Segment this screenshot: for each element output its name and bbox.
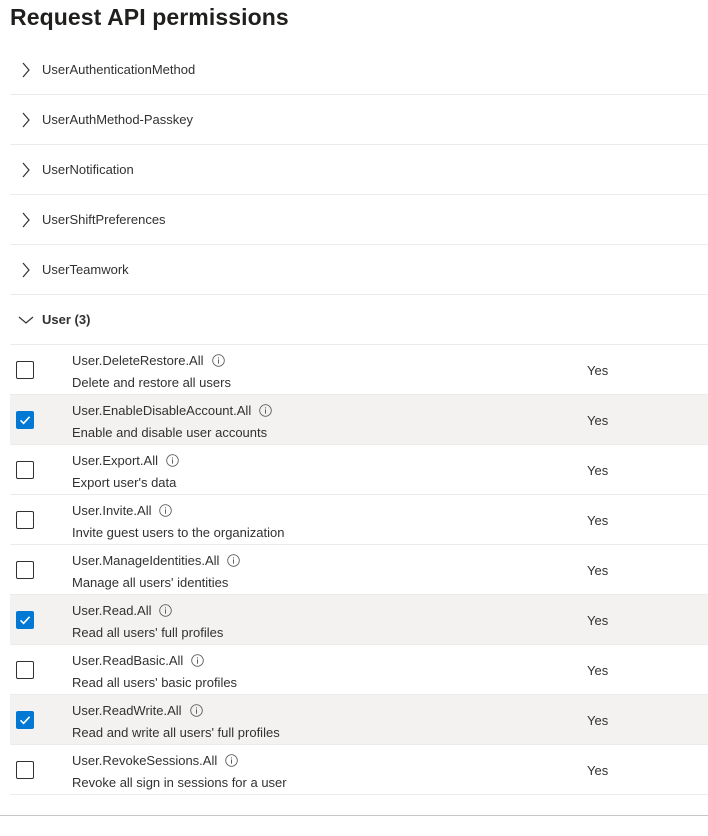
group-row-userauthmethod-passkey[interactable] bbox=[10, 95, 708, 145]
permission-row[interactable] bbox=[10, 695, 708, 745]
group-label: UserNotification bbox=[42, 162, 134, 177]
permission-checkbox[interactable] bbox=[16, 761, 34, 779]
permission-row[interactable] bbox=[10, 495, 708, 545]
group-label: UserTeamwork bbox=[42, 262, 129, 277]
admin-consent-required: Yes bbox=[587, 763, 609, 778]
bottom-divider bbox=[0, 815, 708, 816]
group-label: User (3) bbox=[42, 312, 91, 327]
chevron-right-icon bbox=[10, 245, 42, 295]
group-label: UserAuthMethod-Passkey bbox=[42, 112, 194, 127]
chevron-right-icon bbox=[10, 95, 42, 145]
permission-description: Delete and restore all users bbox=[72, 375, 231, 390]
permission-checkbox[interactable] bbox=[16, 361, 34, 379]
permission-row[interactable] bbox=[10, 545, 708, 595]
chevron-right-icon bbox=[10, 145, 42, 195]
permission-name-text: User.RevokeSessions.All bbox=[72, 753, 218, 768]
admin-consent-required: Yes bbox=[587, 463, 609, 478]
info-icon[interactable] bbox=[190, 704, 203, 717]
permission-description: Invite guest users to the organization bbox=[72, 525, 285, 540]
permission-checkbox[interactable] bbox=[16, 511, 34, 529]
permission-name-text: User.Read.All bbox=[72, 603, 152, 618]
permission-list bbox=[10, 45, 708, 795]
info-icon[interactable] bbox=[191, 654, 204, 667]
admin-consent-required: Yes bbox=[587, 663, 609, 678]
permission-checkbox[interactable] bbox=[16, 611, 34, 629]
permission-row[interactable] bbox=[10, 645, 708, 695]
group-row-userteamwork[interactable] bbox=[10, 245, 708, 295]
chevron-down-icon bbox=[10, 295, 42, 345]
group-label: UserAuthenticationMethod bbox=[42, 62, 196, 77]
permission-checkbox[interactable] bbox=[16, 411, 34, 429]
admin-consent-required: Yes bbox=[587, 363, 609, 378]
permission-name bbox=[72, 703, 203, 718]
permission-row[interactable] bbox=[10, 745, 708, 795]
info-icon[interactable] bbox=[227, 554, 240, 567]
info-icon[interactable] bbox=[159, 604, 172, 617]
permission-name-text: User.Invite.All bbox=[72, 503, 152, 518]
admin-consent-required: Yes bbox=[587, 613, 609, 628]
permission-checkbox[interactable] bbox=[16, 561, 34, 579]
permission-description: Read all users' basic profiles bbox=[72, 675, 238, 690]
group-row-user-expanded[interactable] bbox=[10, 295, 708, 345]
permission-description: Manage all users' identities bbox=[72, 575, 229, 590]
permission-name-text: User.ReadBasic.All bbox=[72, 653, 184, 668]
permission-row[interactable] bbox=[10, 395, 708, 445]
checkmark-icon bbox=[18, 713, 32, 727]
permission-name bbox=[72, 503, 172, 518]
permission-name bbox=[72, 403, 272, 418]
info-icon[interactable] bbox=[212, 354, 225, 367]
permission-name bbox=[72, 453, 179, 468]
permission-description: Export user's data bbox=[72, 475, 177, 490]
group-row-usernotification[interactable] bbox=[10, 145, 708, 195]
permission-name-text: User.ReadWrite.All bbox=[72, 703, 182, 718]
permission-name bbox=[72, 753, 238, 768]
permission-checkbox[interactable] bbox=[16, 711, 34, 729]
info-icon[interactable] bbox=[259, 404, 272, 417]
group-row-userauthenticationmethod[interactable] bbox=[10, 45, 708, 95]
permission-name bbox=[72, 653, 204, 668]
permission-row[interactable] bbox=[10, 445, 708, 495]
permission-description: Read and write all users' full profiles bbox=[72, 725, 280, 740]
admin-consent-required: Yes bbox=[587, 413, 609, 428]
permission-name bbox=[72, 353, 225, 368]
permission-name-text: User.EnableDisableAccount.All bbox=[72, 403, 252, 418]
permission-checkbox[interactable] bbox=[16, 661, 34, 679]
admin-consent-required: Yes bbox=[587, 563, 609, 578]
permission-name bbox=[72, 553, 240, 568]
checkmark-icon bbox=[18, 413, 32, 427]
permission-description: Enable and disable user accounts bbox=[72, 425, 268, 440]
info-icon[interactable] bbox=[166, 454, 179, 467]
permission-description: Read all users' full profiles bbox=[72, 625, 224, 640]
group-label: UserShiftPreferences bbox=[42, 212, 166, 227]
permission-name-text: User.DeleteRestore.All bbox=[72, 353, 204, 368]
permission-rows bbox=[10, 345, 708, 795]
chevron-right-icon bbox=[10, 45, 42, 95]
admin-consent-required: Yes bbox=[587, 713, 609, 728]
info-icon[interactable] bbox=[225, 754, 238, 767]
group-row-usershiftpreferences[interactable] bbox=[10, 195, 708, 245]
chevron-right-icon bbox=[10, 195, 42, 245]
permission-name-text: User.Export.All bbox=[72, 453, 158, 468]
permission-checkbox[interactable] bbox=[16, 461, 34, 479]
permission-name-text: User.ManageIdentities.All bbox=[72, 553, 220, 568]
info-icon[interactable] bbox=[159, 504, 172, 517]
permission-row[interactable] bbox=[10, 595, 708, 645]
permission-name bbox=[72, 603, 172, 618]
permission-description: Revoke all sign in sessions for a user bbox=[72, 775, 287, 790]
page-title: Request API permissions bbox=[10, 4, 289, 30]
permission-row[interactable] bbox=[10, 345, 708, 395]
admin-consent-required: Yes bbox=[587, 513, 609, 528]
checkmark-icon bbox=[18, 613, 32, 627]
